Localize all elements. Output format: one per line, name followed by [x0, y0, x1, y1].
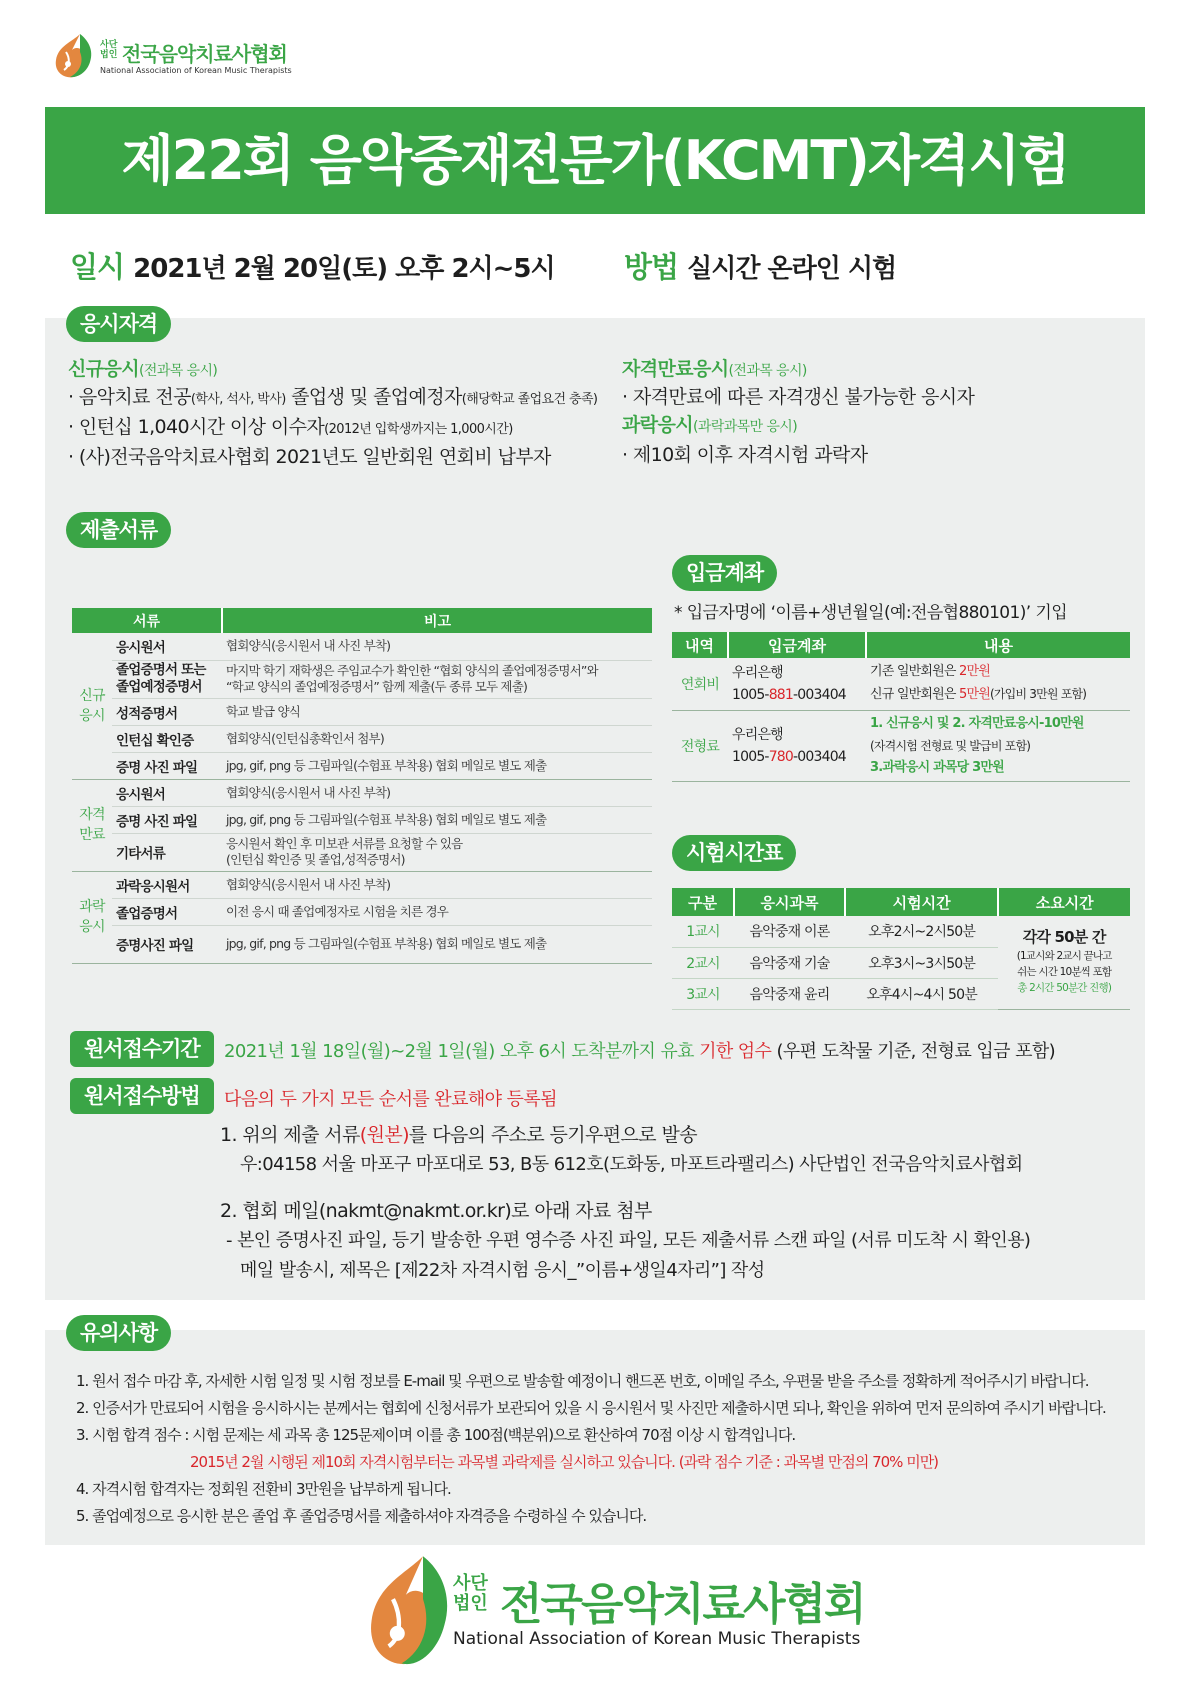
subject: 음악중재 윤리 [734, 978, 845, 1009]
date-value: 2021년 2월 20일(토) 오후 2시~5시 [133, 254, 555, 284]
doc-name: 성적증명서 [112, 698, 222, 725]
period-strict: 기한 엄수 [699, 1041, 772, 1062]
table-row [72, 633, 652, 660]
application-step-2: 2. 협회 메일(nakmt@nakmt.or.kr)로 아래 자료 첨부 [220, 1200, 652, 1222]
group-label: 과락 응시 [72, 871, 112, 963]
account-part: -003404 [793, 748, 846, 765]
fee-line: 3.과락응시 과목당 3만원 [870, 759, 1004, 775]
table-header: 입금계좌 [728, 632, 866, 658]
account-number [732, 746, 862, 768]
fee-text: 신규 일반회원은 [870, 687, 959, 703]
note-item-1: 1. 원서 접수 마감 후, 자세한 시험 일정 및 시험 정보를 E-mail 및 우편으로 발송할 예정이니 핸드폰 번호, 이메일 주소, 우편물 받을 주소를 정확하게 적어주시기 바랍니다. [76, 1372, 1089, 1390]
logo-name-en: National Association of Korean Music Therapists [100, 66, 292, 75]
table-row [72, 725, 652, 752]
table-row [72, 698, 652, 725]
method-label: 방법 [624, 250, 679, 284]
item-text: · 인턴십 1,040시간 이상 이수자 [68, 416, 325, 438]
documents-heading: 제출서류 [66, 512, 171, 548]
doc-name: 과락응시원서 [112, 871, 222, 898]
expired-title-note: (전과목 응시) [728, 363, 807, 379]
doc-note: 협회양식(응시원서 내 사진 부착) [222, 779, 652, 806]
note-item-5: 5. 졸업예정으로 응시한 분은 졸업 후 졸업증명서를 제출하셔야 자격증을 수령하실 수 있습니다. [76, 1507, 647, 1525]
table-row [72, 833, 652, 871]
fee-amount: 5만원 [958, 687, 990, 703]
fail-title-note: (과락과목만 응시) [693, 419, 798, 435]
application-step-1 [220, 1120, 697, 1147]
doc-note: 협회양식(응시원서 내 사진 부착) [222, 871, 652, 898]
logo-prefix: 사단 법인 [453, 1573, 488, 1614]
table-row [72, 752, 652, 779]
fee-text: 기존 일반회원은 [870, 664, 959, 680]
step-highlight: (원본) [359, 1124, 409, 1146]
duration-note: 쉬는 시간 10분씩 포함 [1017, 965, 1112, 978]
application-step-2-detail: - 본인 증명사진 파일, 등기 발송한 우편 영수증 사진 파일, 모든 제출서류 스캔 파일 (서류 미도착 시 확인용) [226, 1230, 1031, 1251]
new-applicant-item-1 [68, 382, 597, 409]
subject: 음악중재 기술 [734, 947, 845, 978]
duration-note: (1교시와 2교시 끝나고 [1016, 949, 1112, 962]
bank-account [728, 658, 866, 710]
fee-line [870, 683, 1126, 706]
note-item-4: 4. 자격시험 합격자는 정회원 전환비 3만원을 납부하게 됩니다. [76, 1480, 451, 1498]
table-header-row [72, 608, 652, 633]
expired-title-text: 자격만료응시 [622, 358, 729, 380]
music-note-logo-icon [358, 1552, 458, 1672]
period-tail: (우편 도착물 기준, 전형료 입금 포함) [771, 1041, 1056, 1062]
table-header: 비고 [222, 608, 652, 633]
fee-text: (가입비 3만원 포함) [989, 687, 1087, 702]
method-value: 실시간 온라인 시험 [687, 254, 897, 284]
fee-line: 1. 신규응시 및 2. 자격만료응시-10만원 [870, 715, 1084, 731]
new-applicant-item-3: · (사)전국음악치료사협회 2021년도 일반회원 연회비 납부자 [68, 446, 551, 468]
new-applicant-title [68, 354, 217, 381]
item-text: · 음악치료 전공 [68, 386, 191, 408]
table-header: 응시과목 [734, 888, 845, 916]
doc-name: 졸업증명서 또는 졸업예정증명서 [112, 660, 222, 698]
account-part: 1005- [732, 748, 769, 765]
new-applicant-title-text: 신규응시 [68, 358, 140, 380]
item-note: (해당학교 졸업요건 충족) [461, 392, 598, 407]
group-label: 자격 만료 [72, 779, 112, 871]
payment-note: * 입금자명에 ‘이름+생년월일(예:전음협880101)’ 기입 [674, 603, 1068, 623]
step-text: 1. 위의 제출 서류 [220, 1124, 360, 1146]
doc-name: 기타서류 [112, 833, 222, 871]
table-header-row [672, 632, 1130, 658]
doc-note: jpg, gif, png 등 그림파일(수험표 부착용) 협회 메일로 별도 제출 [222, 925, 652, 963]
logo-name-en: National Association of Korean Music Therapists [453, 1629, 861, 1649]
table-row [672, 916, 1130, 947]
item-note: (학사, 석사, 박사) [190, 392, 286, 407]
schedule-heading: 시험시간표 [672, 835, 796, 871]
bank-account [728, 710, 866, 781]
account-part: -003404 [793, 686, 846, 703]
note-item-2: 2. 인증서가 만료되어 시험을 응시하시는 분께서는 협회에 신청서류가 보관되어 있을 시 응시원서 및 사진만 제출하시면 되나, 확인을 위하여 먼저 문의하여 주시기 바랍니다. [76, 1399, 1106, 1417]
payment-category: 전형료 [672, 710, 728, 781]
schedule-table [672, 888, 1130, 1010]
fee-line: (자격시험 전형료 및 발급비 포함) [870, 738, 1031, 753]
eligibility-heading: 응시자격 [66, 306, 171, 342]
payment-heading: 입금계좌 [672, 555, 777, 591]
logo-prefix: 사단 법인 [100, 40, 118, 60]
application-period [224, 1037, 1055, 1063]
time: 오후2시~2시50분 [845, 916, 998, 947]
account-part: 1005- [732, 686, 769, 703]
doc-name: 응시원서 [112, 779, 222, 806]
table-row [672, 710, 1130, 781]
period-text: 2021년 1월 18일(월)~2월 1일(월) 오후 6시 도착분까지 유효 [224, 1041, 700, 1062]
fail-applicant-item: · 제10회 이후 자격시험 과락자 [622, 444, 868, 466]
notes-heading: 유의사항 [66, 1315, 171, 1351]
account-number [732, 684, 862, 706]
doc-name: 증명 사진 파일 [112, 806, 222, 833]
doc-name: 인턴십 확인증 [112, 725, 222, 752]
table-row [72, 898, 652, 925]
expired-applicant-title [622, 354, 807, 381]
table-header: 내용 [866, 632, 1130, 658]
documents-table [72, 608, 652, 964]
period: 1교시 [672, 916, 734, 947]
page-title: 제22회 음악중재전문가(KCMT)자격시험 [45, 107, 1145, 214]
new-applicant-title-note: (전과목 응시) [139, 363, 218, 379]
new-applicant-item-2 [68, 412, 513, 439]
bank-name: 우리은행 [732, 664, 783, 681]
mailing-address: 우:04158 서울 마포구 마포대로 53, B동 612호(도화동, 마포트라팰리스) 사단법인 전국음악치료사협회 [240, 1154, 1023, 1175]
doc-note: 이전 응시 때 졸업예정자로 시험을 치른 경우 [222, 898, 652, 925]
note-item-3: 3. 시험 합격 점수 : 시험 문제는 세 과목 총 125문제이며 이를 총 100점(백분위)으로 환산하여 70점 이상 시 합격입니다. [76, 1426, 796, 1444]
exam-method [624, 245, 896, 286]
table-header: 구분 [672, 888, 734, 916]
doc-note: jpg, gif, png 등 그림파일(수험표 부착용) 협회 메일로 별도 제출 [222, 806, 652, 833]
logo-name: 전국음악치료사협회 [500, 1579, 865, 1630]
account-part: 881 [768, 686, 794, 703]
item-note: (2012년 입학생까지는 1,000시간) [324, 422, 513, 437]
fee-line [870, 661, 1126, 683]
payment-category: 연회비 [672, 658, 728, 710]
group-label: 신규 응시 [72, 633, 112, 779]
email-subject-format: 메일 발송시, 제목은 [제22차 자격시험 응시_”이름+생일4자리”] 작성 [240, 1260, 765, 1281]
payment-table [672, 632, 1130, 782]
music-note-logo-icon [50, 32, 96, 80]
doc-note: 마지막 학기 재학생은 주임교수가 확인한 “협회 양식의 졸업예정증명서”와 “학교 양식의 졸업예정증명서” 함께 제출(두 종류 모두 제출) [222, 660, 652, 698]
step-text: 를 다음의 주소로 등기우편으로 발송 [408, 1124, 697, 1146]
table-row [72, 779, 652, 806]
table-row [72, 925, 652, 963]
application-method-heading: 원서접수방법 [70, 1078, 214, 1114]
application-period-heading: 원서접수기간 [70, 1031, 214, 1067]
footer-logo [358, 1552, 865, 1682]
doc-note: 협회양식(인턴십총확인서 첨부) [222, 725, 652, 752]
table-row [672, 658, 1130, 710]
time: 오후4시~4시 50분 [845, 978, 998, 1009]
subject: 음악중재 이론 [734, 916, 845, 947]
table-row [72, 871, 652, 898]
period: 3교시 [672, 978, 734, 1009]
duration-main: 각각 50분 간 [1022, 927, 1106, 946]
doc-name: 졸업증명서 [112, 898, 222, 925]
table-header: 시험시간 [845, 888, 998, 916]
application-warning: 다음의 두 가지 모든 순서를 완료해야 등록됨 [224, 1089, 557, 1110]
doc-note: jpg, gif, png 등 그림파일(수험표 부착용) 협회 메일로 별도 제출 [222, 752, 652, 779]
fail-title-text: 과락응시 [622, 414, 694, 436]
table-header: 서류 [72, 608, 222, 633]
doc-note: 학교 발급 양식 [222, 698, 652, 725]
bank-name: 우리은행 [732, 726, 783, 743]
fail-applicant-title [622, 410, 797, 437]
doc-note: 응시원서 확인 후 미보관 서류를 요청할 수 있음 (인턴십 확인증 및 졸업,성적증명서) [222, 833, 652, 871]
table-header: 내역 [672, 632, 728, 658]
doc-note: 협회양식(응시원서 내 사진 부착) [222, 633, 652, 660]
doc-name: 응시원서 [112, 633, 222, 660]
table-row [72, 660, 652, 698]
time: 오후3시~3시50분 [845, 947, 998, 978]
duration-note: 총 2시간 50분간 진행) [1017, 981, 1112, 994]
logo-name: 전국음악치료사협회 [122, 42, 287, 66]
exam-date [70, 245, 555, 286]
fee-amount: 2만원 [958, 664, 990, 680]
account-part: 780 [768, 748, 794, 765]
item-text: 졸업생 및 졸업예정자 [285, 386, 462, 408]
note-red-line: 2015년 2월 시행된 제10회 자격시험부터는 과목별 과락제를 실시하고 있습니다. (과락 점수 기준 : 과목별 만점의 70% 미만) [190, 1453, 939, 1471]
table-row [72, 806, 652, 833]
table-header-row [672, 888, 1130, 916]
header-logo [50, 28, 290, 84]
date-label: 일시 [70, 250, 125, 284]
period: 2교시 [672, 947, 734, 978]
expired-applicant-item: · 자격만료에 따른 자격갱신 불가능한 응시자 [622, 386, 975, 408]
payment-description [866, 710, 1130, 781]
duration [998, 916, 1130, 1009]
table-header: 소요시간 [998, 888, 1130, 916]
doc-name: 증명사진 파일 [112, 925, 222, 963]
payment-description [866, 658, 1130, 710]
doc-name: 증명 사진 파일 [112, 752, 222, 779]
